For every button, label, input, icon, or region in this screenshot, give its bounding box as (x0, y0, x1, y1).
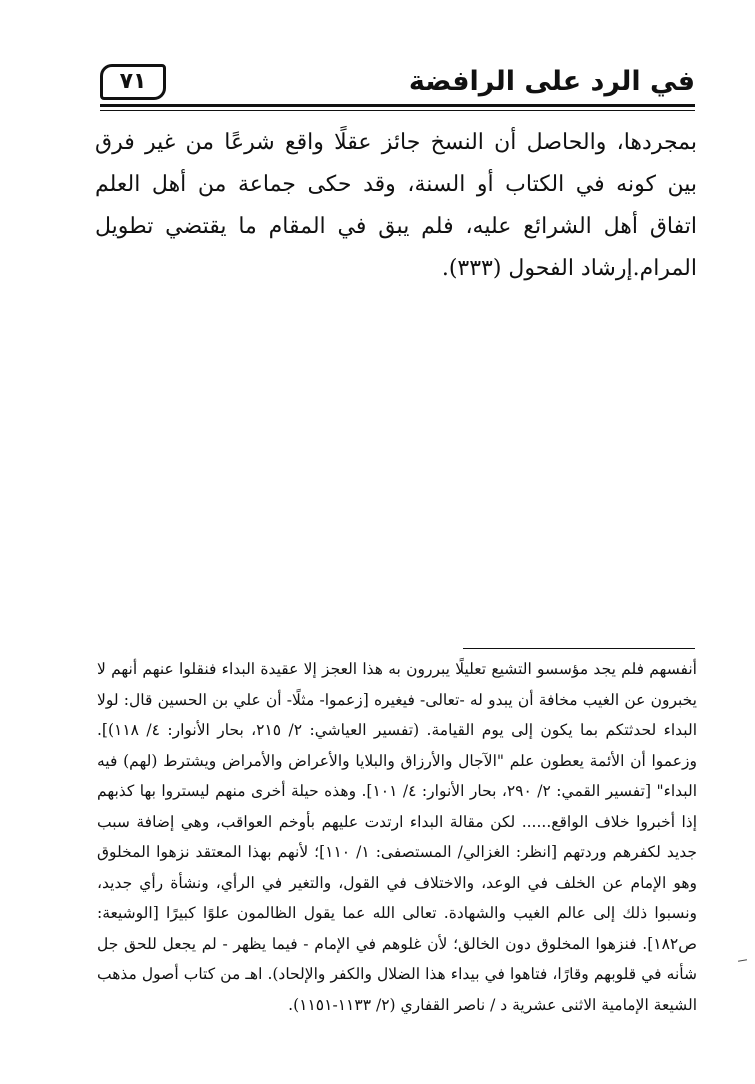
page-number: ٧١ (119, 69, 147, 94)
footnote-block (97, 654, 697, 1020)
header-rule-thin (100, 110, 695, 111)
running-header-title: في الرد على الرافضة (408, 66, 695, 97)
footnote-paragraph: أنفسهم فلم يجد مؤسسو التشيع تعليلًا يبررون به هذا العجز إلا عقيدة البداء فنقلوا عنهم أنهم لا يخبرون عن الغيب مخافة أن يبدو له -تعالى- فيغيره [زعموا- مثلًا- أن علي بن الحسين قال: لولا البداء لحدثتكم بما يكون إلى يوم القيامة. (تفسير العياشي: ٢/ ٢١٥، بحار الأنوار: ٤/ ١١٨)]. وزعموا أن الأئمة يعطون علم "الآجال والأرزاق والبلايا والأعراض والأمراض ويشترط (لهم) فيه البداء" [تفسير القمي: ٢/ ٢٩٠، بحار الأنوار: ٤/ ١٠١]. وهذه حيلة أخرى منهم ليستروا بها كذبهم إذا أخبروا خلاف الواقع...... لكن مقالة البداء ارتدت عليهم بأوخم العواقب، وهي إضافة سبب جديد لكفرهم وردتهم [انظر: الغزالي/ المستصفى: ١/ ١١٠]؛ لأنهم بهذا المعتقد نزهوا المخلوق وهو الإمام عن الخلف في الوعد، والاختلاف في القول، والتغير في الرأي، ونشأة رأي جديد، ونسبوا ذلك إلى عالم الغيب والشهادة. تعالى الله عما يقول الظالمون علوًا كبيرًا [الوشيعة: ص١٨٢]. فنزهوا المخلوق دون الخالق؛ لأن غلوهم في الإمام - فيما يظهر - لم يجعل للحق جل شأنه في قلوبهم وقارًا، فتاهوا في بيداء هذا الضلال والكفر والإلحاد). اهـ من كتاب أصول مذهب الشيعة الإمامية الاثنى عشرية د / ناصر القفاري (٢/ ١١٣٣-١١٥١). (97, 660, 698, 1014)
footnote-separator (463, 648, 695, 649)
margin-mark (738, 959, 747, 962)
main-paragraph: بمجردها، والحاصل أن النسخ جائز عقلًا واقع شرعًا من غير فرق بين كونه في الكتاب أو السنة، وقد حكى جماعة من أهل العلم اتفاق أهل الشرائع عليه، فلم يبق في المقام ما يقتضي تطويل المرام.إرشاد الفحول (٣٣٣). (95, 130, 697, 281)
header-rule-thick (100, 104, 695, 107)
page-number-frame (100, 64, 166, 100)
main-body-text (95, 122, 697, 290)
